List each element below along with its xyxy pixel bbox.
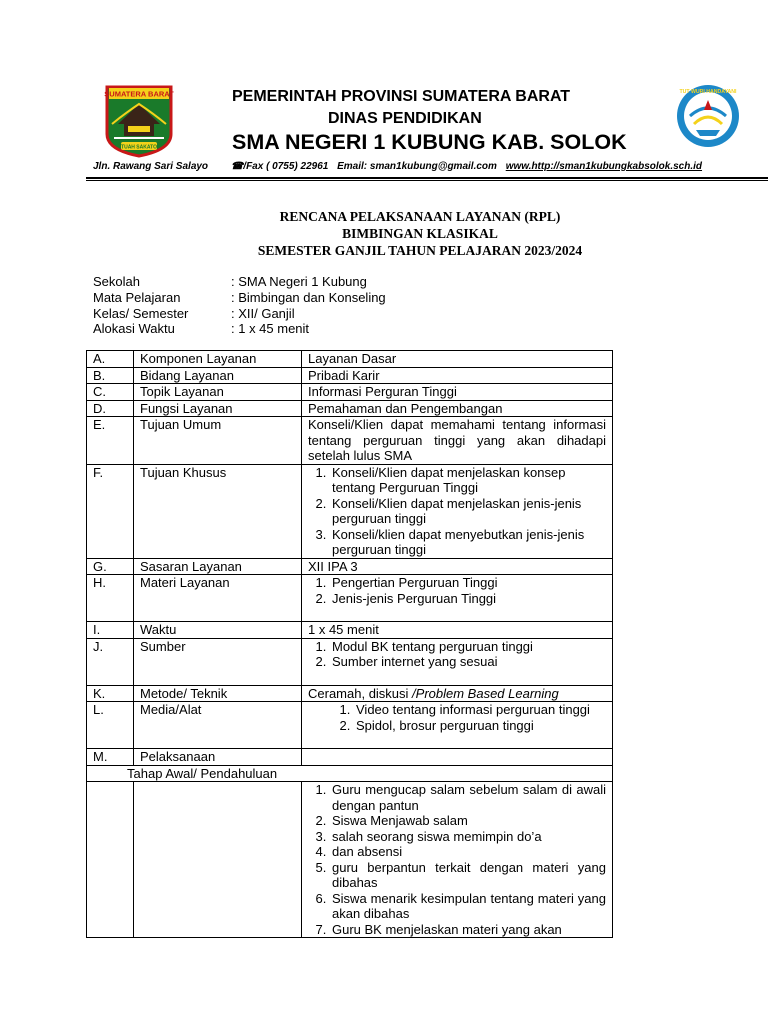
table-row — [87, 702, 613, 749]
row-label: Bidang Layanan — [134, 367, 302, 384]
list-item: 1. Video tentang informasi perguruan tinggi — [354, 702, 606, 718]
email-text: Email: sman1kubung@gmail.com — [337, 161, 497, 172]
sumatera-barat-logo — [104, 84, 174, 158]
header-divider-thin — [86, 180, 768, 181]
list-item: 1. Pengertian Perguruan Tinggi — [330, 575, 606, 591]
row-code: D. — [87, 400, 134, 417]
row-label: Sasaran Layanan — [134, 558, 302, 575]
row-value: Informasi Perguran Tinggi — [302, 384, 613, 401]
logo-left-text-top: SUMATERA BARAT — [104, 89, 174, 99]
logo-left-text-bottom: TUAH SAKATO — [121, 144, 157, 151]
list-item: 2. Sumber internet yang sesuai — [330, 654, 606, 670]
meta-value: : SMA Negeri 1 Kubung — [231, 274, 367, 289]
tahap-awal-list — [308, 782, 606, 937]
list-item: 3. salah seorang siswa memimpin do’a — [330, 829, 606, 845]
meta-row — [93, 321, 310, 336]
row-value: 1 x 45 menit — [302, 622, 613, 639]
meta-row — [93, 306, 295, 321]
row-value — [302, 685, 613, 702]
table-row — [87, 622, 613, 639]
school-heading: SMA NEGERI 1 KUBUNG KAB. SOLOK — [232, 130, 627, 154]
address-line — [93, 161, 708, 172]
row-code: I. — [87, 622, 134, 639]
meta-label: Kelas/ Semester — [93, 306, 189, 321]
row-value — [302, 749, 613, 766]
row-label: Sumber — [134, 638, 302, 685]
meta-row — [93, 290, 386, 305]
row-value — [302, 782, 613, 938]
tut-wuri-handayani-logo — [676, 80, 740, 152]
doc-title-line1: RENCANA PELAKSANAAN LAYANAN (RPL) — [279, 209, 561, 224]
table-row — [87, 464, 613, 558]
row-code: B. — [87, 367, 134, 384]
row-value: Pemahaman dan Pengembangan — [302, 400, 613, 417]
address-text: Jln. Rawang Sari Salayo — [93, 161, 209, 172]
list-item: 2. Jenis-jenis Perguruan Tinggi — [330, 591, 606, 607]
row-label: Pelaksanaan — [134, 749, 302, 766]
table-row — [87, 575, 613, 622]
row-value — [302, 575, 613, 622]
row-code: G. — [87, 558, 134, 575]
department-heading: DINAS PENDIDIKAN — [328, 110, 482, 127]
row-label: Materi Layanan — [134, 575, 302, 622]
government-heading: PEMERINTAH PROVINSI SUMATERA BARAT — [232, 88, 571, 105]
meta-row — [93, 274, 367, 289]
row-label: Tujuan Umum — [134, 417, 302, 465]
row-label: Tujuan Khusus — [134, 464, 302, 558]
table-row — [87, 367, 613, 384]
row-code: L. — [87, 702, 134, 749]
row-value: Pribadi Karir — [302, 367, 613, 384]
meta-value: : Bimbingan dan Konseling — [231, 290, 386, 305]
table-row — [87, 765, 613, 782]
table-row — [87, 558, 613, 575]
table-row — [87, 400, 613, 417]
list-item: 7. Guru BK menjelaskan materi yang akan — [330, 922, 606, 938]
row-value: XII IPA 3 — [302, 558, 613, 575]
meta-value: : XII/ Ganjil — [231, 306, 295, 321]
list-item: 2. Spidol, brosur perguruan tinggi — [354, 718, 606, 734]
meta-label: Alokasi Waktu — [93, 321, 175, 336]
table-row — [87, 638, 613, 685]
row-code: K. — [87, 685, 134, 702]
doc-title-line3: SEMESTER GANJIL TAHUN PELAJARAN 2023/2024 — [257, 243, 583, 258]
phone-fax: ☎/Fax ( 0755) 22961 — [230, 161, 329, 172]
list-item: 1. Guru mengucap salam sebelum salam di awali dengan pantun — [330, 782, 606, 813]
row-value — [302, 638, 613, 685]
table-row — [87, 417, 613, 465]
list-item: 5. guru berpantun terkait dengan materi yang dibahas — [330, 860, 606, 891]
header-divider — [86, 177, 768, 179]
meta-label: Sekolah — [93, 274, 140, 289]
row-code: H. — [87, 575, 134, 622]
list-item: 2. Konseli/Klien dapat menjelaskan jenis-jenis perguruan tinggi — [330, 496, 606, 527]
row-code: F. — [87, 464, 134, 558]
row-label: Media/Alat — [134, 702, 302, 749]
tahap-awal-heading: Tahap Awal/ Pendahuluan — [87, 765, 613, 782]
method-italic: /Problem Based Learning — [412, 685, 559, 701]
row-code: C. — [87, 384, 134, 401]
table-row — [87, 351, 613, 368]
website-link[interactable]: www.http://sman1kubungkabsolok.sch.id — [505, 161, 703, 172]
list-item: 1. Modul BK tentang perguruan tinggi — [330, 639, 606, 655]
row-value — [302, 464, 613, 558]
table-row — [87, 384, 613, 401]
materi-list — [308, 575, 606, 606]
list-item: 4. dan absensi — [330, 844, 606, 860]
media-list — [308, 702, 606, 733]
empty-cell — [87, 782, 134, 938]
row-value — [302, 702, 613, 749]
row-label: Fungsi Layanan — [134, 400, 302, 417]
row-label: Waktu — [134, 622, 302, 639]
empty-cell — [134, 782, 302, 938]
row-value: Konseli/Klien dapat memahami tentang informasi tentang perguruan tinggi yang akan dihadapi setelah lulus SMA — [302, 417, 613, 465]
row-value: Layanan Dasar — [302, 351, 613, 368]
row-code: A. — [87, 351, 134, 368]
table-row — [87, 782, 613, 938]
method-text: Ceramah, diskusi — [308, 685, 413, 701]
list-item: 6. Siswa menarik kesimpulan tentang materi yang akan dibahas — [330, 891, 606, 922]
list-item: 2. Siswa Menjawab salam — [330, 813, 606, 829]
meta-label: Mata Pelajaran — [93, 290, 181, 305]
rpl-table — [86, 350, 613, 938]
doc-title-line2: BIMBINGAN KLASIKAL — [342, 226, 498, 241]
table-row — [87, 685, 613, 702]
meta-value: : 1 x 45 menit — [231, 321, 310, 336]
row-label: Komponen Layanan — [134, 351, 302, 368]
sumber-list — [308, 639, 606, 670]
list-item: 3. Konseli/klien dapat menyebutkan jenis-jenis perguruan tinggi — [330, 527, 606, 558]
row-label: Topik Layanan — [134, 384, 302, 401]
row-code: J. — [87, 638, 134, 685]
row-code: E. — [87, 417, 134, 465]
row-label: Metode/ Teknik — [134, 685, 302, 702]
row-code: M. — [87, 749, 134, 766]
tujuan-khusus-list — [308, 465, 606, 558]
list-item: 1. Konseli/Klien dapat menjelaskan konsep tentang Perguruan Tinggi — [330, 465, 606, 496]
logo-right-text: TUT WURI HANDAYANI — [679, 89, 737, 95]
table-row — [87, 749, 613, 766]
